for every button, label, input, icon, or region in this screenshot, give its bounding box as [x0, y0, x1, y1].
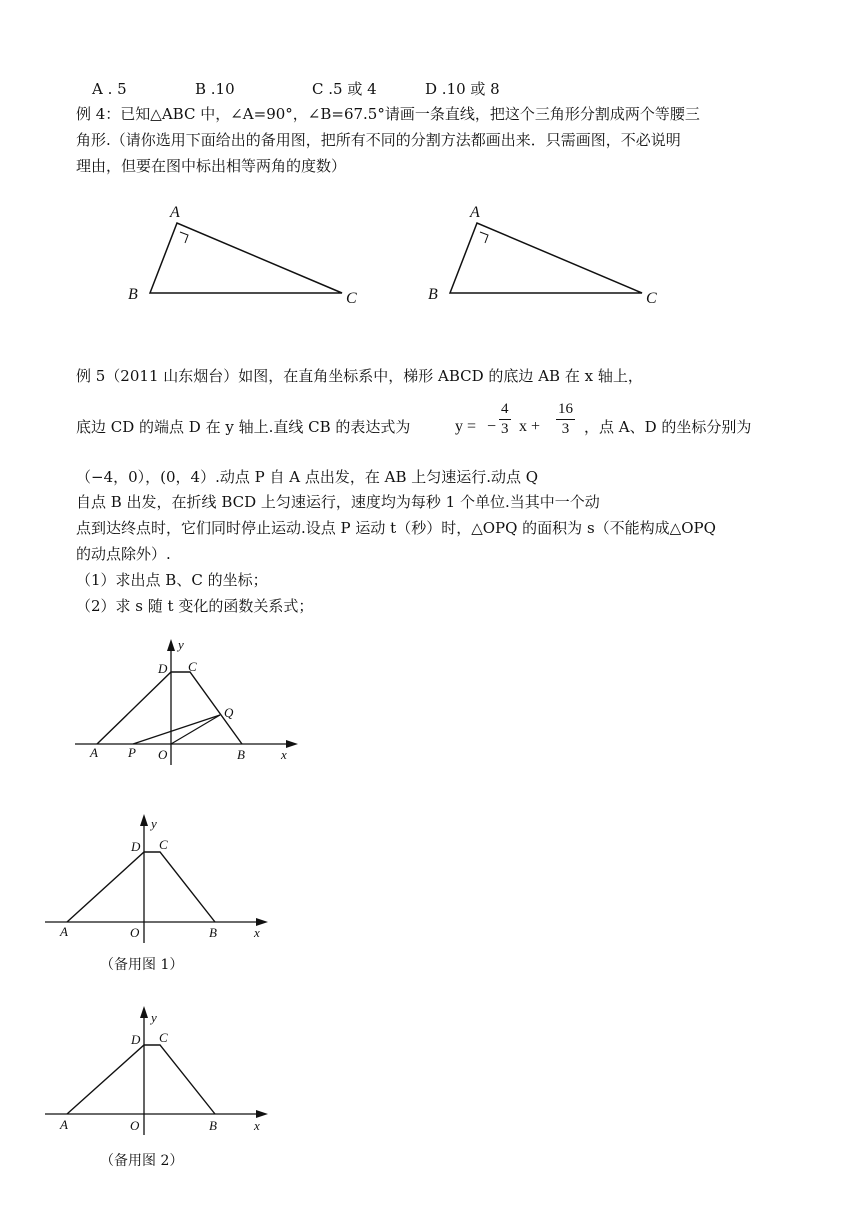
example5-line5: 点到达终点时，它们同时停止运动.设点 P 运动 t（秒）时，△OPQ 的面积为 s（不能构成△OPQ — [76, 519, 716, 537]
example5-line3: （−4，0），(0，4）.动点 P 自 A 点出发，在 AB 上匀速运行.动点 Q — [76, 468, 539, 486]
example5-line4: 自点 B 出发，在折线 BCD 上匀速运行，速度均为每秒 1 个单位.当其中一个动 — [76, 493, 600, 511]
label-d: D — [131, 1032, 141, 1047]
equation-minus: − — [487, 418, 497, 435]
option-d: D .10 或 8 — [425, 80, 500, 98]
label-a: A — [470, 204, 480, 221]
example5-line1: 例 5（2011 山东烟台）如图，在直角坐标系中，梯形 ABCD 的底边 AB 在 x 轴上， — [76, 367, 643, 385]
label-c: C — [159, 1030, 168, 1045]
label-o: O — [158, 747, 168, 762]
option-a: A . 5 — [92, 80, 127, 98]
axis-x-label: x — [281, 747, 287, 762]
spare-figure-1 — [40, 808, 280, 943]
axis-x-label: x — [254, 1118, 260, 1133]
spare-figure-2 — [40, 1000, 280, 1135]
label-b: B — [209, 1118, 217, 1133]
fraction-denominator: 3 — [501, 421, 509, 437]
fraction-sixteen-thirds — [556, 400, 575, 438]
fraction-denominator: 3 — [561, 421, 570, 437]
label-b: B — [237, 747, 245, 762]
fraction-four-thirds — [499, 400, 511, 438]
caption-spare-1: （备用图 1） — [100, 957, 184, 973]
example5-line6: 的动点除外）. — [76, 545, 171, 563]
option-c: C .5 或 4 — [312, 80, 377, 98]
label-c: C — [159, 837, 168, 852]
label-c: C — [188, 659, 197, 674]
question-2: （2）求 s 随 t 变化的函数关系式； — [76, 597, 314, 615]
axis-y-label: y — [151, 816, 157, 831]
fraction-numerator: 4 — [499, 400, 511, 420]
question-1: （1）求出点 B、C 的坐标； — [76, 571, 268, 589]
example4-line2: 角形.（请你选用下面给出的备用图，把所有不同的分割方法都画出来．只需画图，不必说明 — [76, 131, 681, 149]
label-o: O — [130, 925, 140, 940]
label-b: B — [209, 925, 217, 940]
label-a: A — [170, 204, 180, 221]
caption-spare-2: （备用图 2） — [100, 1153, 184, 1169]
example4-line1: 例 4：已知△ABC 中，∠A=90°，∠B=67.5°请画一条直线，把这个三角形分割成两个等腰三 — [76, 105, 700, 123]
answer-options — [0, 78, 860, 100]
label-a: A — [60, 924, 68, 939]
label-b: B — [128, 286, 138, 303]
axis-x-label: x — [254, 925, 260, 940]
fraction-numerator: 16 — [556, 400, 575, 420]
label-b: B — [428, 286, 438, 303]
equation-x-plus: x + — [519, 418, 541, 435]
equation-y: y = — [455, 418, 477, 435]
label-d: D — [131, 839, 141, 854]
triangle-figure-1 — [110, 195, 370, 315]
label-a: A — [90, 745, 98, 760]
label-d: D — [158, 661, 168, 676]
axis-y-label: y — [178, 637, 184, 652]
label-o: O — [130, 1118, 140, 1133]
example4-line3: 理由，但要在图中标出相等两角的度数） — [76, 157, 347, 175]
trapezoid-figure-main — [70, 635, 310, 765]
label-c: C — [346, 290, 357, 307]
example5-line2-suffix: ，点 A、D 的坐标分别为 — [584, 418, 752, 436]
label-p: P — [128, 745, 136, 760]
label-a: A — [60, 1117, 68, 1132]
option-b: B .10 — [195, 80, 235, 98]
axis-y-label: y — [151, 1010, 157, 1025]
label-c: C — [646, 290, 657, 307]
example5-line2-prefix: 底边 CD 的端点 D 在 y 轴上.直线 CB 的表达式为 — [76, 418, 411, 436]
triangle-figure-2 — [410, 195, 670, 315]
label-q: Q — [224, 705, 234, 720]
